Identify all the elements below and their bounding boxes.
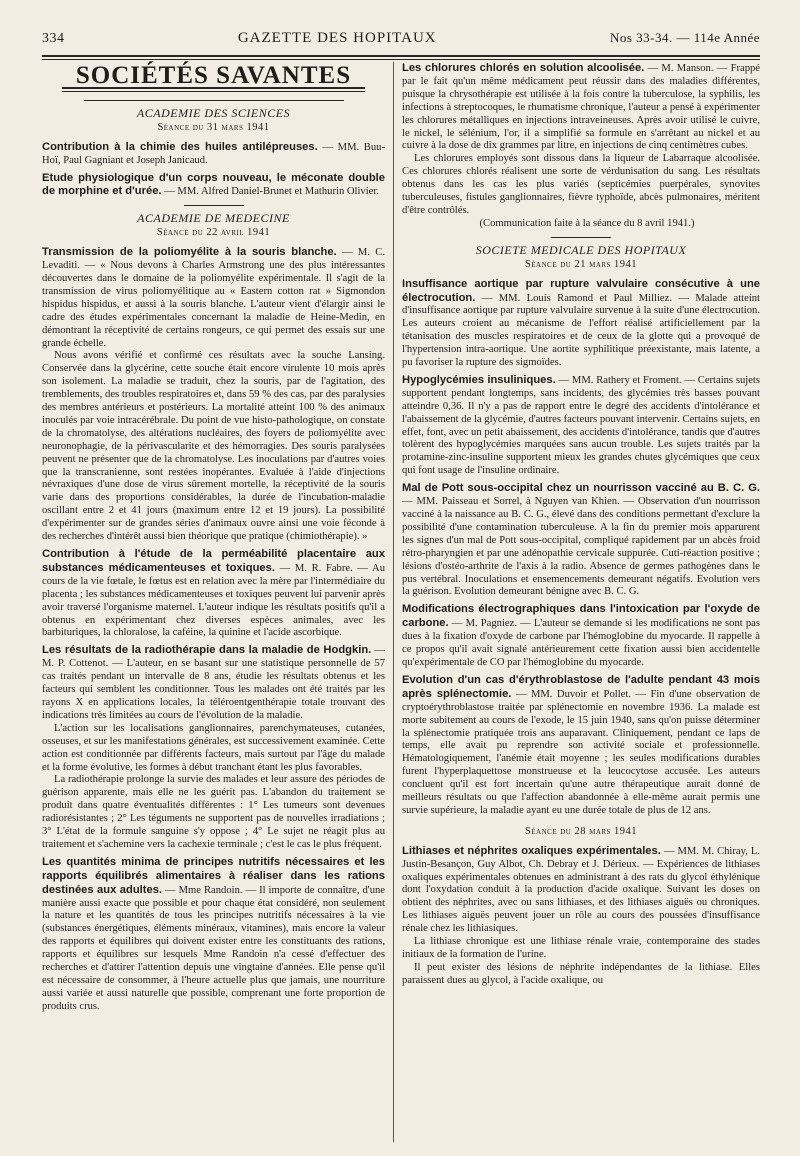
- article-paragraph: Il peut exister des lésions de néphrite indépendantes de la lithiase. Elles paraissent dues au glycol, à l'acide oxalique, ou: [402, 961, 760, 986]
- article-title: Modifications électrographiques dans l'intoxication par l'oxyde de carbone.: [402, 603, 760, 630]
- article-entry: [402, 845, 760, 988]
- article-entry: [402, 62, 760, 231]
- separator-rule: [184, 205, 244, 206]
- article-body: — MM. Alfred Daniel-Brunet et Mathurin Olivier.: [161, 186, 379, 198]
- article-title: Contribution à la chimie des huiles antilépreuses.: [42, 140, 318, 153]
- article-entry: [42, 246, 385, 544]
- separator-rule: [551, 237, 611, 238]
- seance-date: Séance du 31 mars 1941: [157, 121, 270, 133]
- page-number: 334: [42, 31, 65, 46]
- article-body: — Mme Randoin. — Il importe de connaître, d'une manière aussi exacte que possible et pour chaque état considéré, non seulement la nature et les quantités de tous les principes nutritifs nécessaires à la vie (substances énergétiques, éléments minéraux, vitamines), mais encore la valeur des rapports et équilibres qui doivent exister entre les constituants des rations, rapports et équilibres sur lesquels Mme Randoin n'a cessé d'effectuer des recherches et d'attirer l'attention depuis une vingtaine d'années. Elle pense qu'il est nécessaire de consommer, à l'heure actuelle plus que jamais, une nourriture aussi variée et aussi naturelle que possible, comprenant une forte proportion de produits crus.: [42, 884, 385, 1012]
- issue-label: Nos 33-34. — 114e Année: [609, 30, 760, 45]
- header-rule: [42, 55, 760, 60]
- article-body: — MM. M. Chiray, L. Justin-Besançon, Guy Albot, Ch. Debray et J. Dérieux. — Expériences de lithiases oxaliques expérimentales obtenues en administrant à des rats du glycol éthylénique dont l'oxydation conduit à la production d'acide oxalique. Suivant les doses on obtient des néphrites, avec ou sans lithiases, et des lithiases aiguës ou chroniques. Les lithiases aiguës peuvent jouer un rôle au cours des poussées d'insuffisance rénale chez les lithiasiques.: [402, 845, 760, 935]
- article-entry: [402, 603, 760, 670]
- article-entry: [42, 141, 385, 168]
- right-column: [402, 62, 760, 992]
- article-title: Insuffisance aortique par rupture valvulaire consécutive à une électrocution.: [402, 277, 760, 304]
- article-entry: [42, 548, 385, 640]
- article-note: (Communication faite à la séance du 8 avril 1941.): [479, 217, 695, 229]
- article-body: — M. R. Fabre. — Au cours de la vie fœtale, le fœtus est en relation avec la mère par l'intermédiaire du placenta ; les substances médicamenteuses et toxiques peuvent lui parvenir après avoir traversé l'organisme maternel. L'auteur indique les résultats positifs qu'il a obtenus en expérimentant chez diverses espèces animales, avec les barbituriques, la chloralose, la caféine, la quinine et l'acide ascorbique.: [42, 562, 385, 639]
- article-body: — M. P. Cottenot. — L'auteur, en se basant sur une statistique personnelle de 57 cas traités pendant un intervalle de 8 ans, étudie les résultats obtenus et les facteurs qui semblent les conditionner. Tous les malades ont été traités par les rayons X en applications locales, la téléroentgenthérapie totale trouvant des indications très limitées au cours de l'évolution de la maladie.: [42, 645, 385, 721]
- article-title: Les chlorures chlorés en solution alcoolisée.: [402, 62, 645, 74]
- article-entry: [42, 172, 385, 200]
- seance-date: Séance du 28 mars 1941: [524, 825, 638, 837]
- article-title: Hypoglycémies insuliniques.: [402, 373, 556, 386]
- article-title: Evolution d'un cas d'érythroblastose de l'adulte pendant 43 mois après splénectomie.: [402, 673, 760, 700]
- article-title: Contribution à l'étude de la perméabilité placentaire aux substances médicamenteuses et toxiques.: [42, 548, 385, 574]
- seance-date: Séance du 22 avril 1941: [156, 227, 271, 239]
- article-paragraph: La radiothérapie prolonge la survie des malades et leur assure des périodes de guérison apparente, mais elle ne les guérit pas. L'abandon du traitement se produit dans quatre éventualités différentes : 1° Les tumeurs sont devenues radiorésistantes ; 2° Les téguments ne supportent pas de nouvelles irradiations ; 3° L'état de la formule sanguine s'y oppose ; 4° Le sujet ne réagit plus au traitement et s'achemine vers la cachexie terminale ; c'est le cas le plus fréquent.: [42, 774, 385, 850]
- article-body: — M. Pagniez. — L'auteur se demande si les modifications ne sont pas dues à la fixation d'oxyde de carbone par l'hémoglobine du myocarde. Il rappelle à ce propos qu'il avait signalé antérieurement cette fixation aussi bien accidentelle qu'expérimentale de CO par l'hémoglobine du myocarde.: [402, 618, 760, 668]
- article-entry: [402, 674, 760, 818]
- article-body: — MM. Paisseau et Sorrel, à Nguyen van Khien. — Observation d'un nourrisson vacciné à la naissance au B. C. G., élevé dans des conditions permettant d'exclure la possibilité d'une contamination tuberculeuse. A la fin du premier mois apparurent les signes d'un mal de Pott sous-occipital, compliqué rapidement par un abcès froid rétro-pharyngien et par une adénopathie cervicale suppurée. Cuti-réaction positive ; lésions d'ostéo-arthrite de l'axis à la radio. Absence de germes pathogènes dans le pus vertébral. Inoculations et ensemencements demeurant négatifs. Evolution vers la guérison. Evolution demeurant bénigne avec B. C. G.: [402, 496, 760, 598]
- article-body: — M. C. Levaditi. — « Nous devons à Charles Armstrong une des plus intéressantes découvertes dans le domaine de la poliomyélite expérimentale. Il s'agit de la transmission de virus poliomyélitique au « Eastern cotton rat » Sigmondon hispidus hispidus, et aussi à la souris blanche. L'auteur vient d'élargir ainsi le cadre des études expérimentales concernant la maladie de Heine-Medin, en démontrant la réceptivité de certains rongeurs, ce qui permet des essais sur une grande échelle.: [42, 247, 385, 349]
- article-title: Mal de Pott sous-occipital chez un nourrisson vacciné au B. C. G.: [402, 482, 760, 495]
- article-entry: [402, 374, 760, 478]
- article-paragraph: La lithiase chronique est une lithiase rénale vraie, contemporaine des stades initiaux de la formation de l'urine.: [402, 936, 760, 960]
- article-body: — M. Manson. — Frappé par le fait qu'un même médicament peut réussir dans des maladies différentes, puisque la chrysothérapie est utilisée à la fois contre la tuberculose, la syphilis, les infections à streptocoques, le rhumatisme chronique, l'auteur a pensé à expérimenter les chlorures métalliques en injections intraveineuses. Après avoir utilisé le cuivre, le nickel, le sélénium, l'or, il a simplifié sa formule en s'arrêtant au nickel et au cuivre à la dose de dix grammes par litre, en injections de cinq centimètres cubes.: [402, 63, 760, 152]
- academy-sciences-heading: ACADEMIE DES SCIENCES: [136, 105, 291, 120]
- article-body: — MM. Rathery et Froment. — Certains sujets supportent pendant longtemps, sans incidents, des glycémies très basses pouvant atteindre 0,36. Il n'y a pas de rapport entre le degré des accidents d'intolérance et l'abaissement de la glycémie, d'autres facteurs pouvant intervenir. Certains sujets, en effet, font, avec un petit abaissement, des accidents d'intolérance, tandis que d'autres tolèrent des hypoglycémies marquées sans aucun trouble. Les sujets traités par la protamine-zinc-insuline supportent mieux les grandes chutes glycémiques que ceux qui font usage de l'insuline ordinaire.: [402, 374, 760, 477]
- article-title: Lithiases et néphrites oxaliques expérimentales.: [402, 844, 661, 857]
- journal-title: GAZETTE DES HOPITAUX: [237, 30, 437, 46]
- running-header: [42, 30, 760, 54]
- article-body: — MM. Buu-Hoï, Paul Gagniant et Joseph Janicaud.: [42, 141, 385, 166]
- article-title: Etude physiologique d'un corps nouveau, le méconate double de morphine et d'urée.: [42, 171, 385, 198]
- society-heading: SOCIETE MEDICALE DES HOPITAUX: [475, 242, 687, 257]
- article-paragraph: Les chlorures employés sont dissous dans la liqueur de Labarraque alcoolisée. Ces chlorures chlorés réalisent une sorte de vérdunisation du sang. Les résultats obtenus dans les cas les plus variés (septicémies puerpérales, synovites tuberculeuses, fistules ganglionnaires, fièvre typhoïde, abcès pulmonaires, méritent d'être contrôlés.: [402, 153, 760, 216]
- article-body: — MM. Duvoir et Pollet. — Fin d'une observation de cryptoérythroblastose traitée par splénectomie en novembre 1936. La malade est morte subitement au cours de l'exode, le 15 juin 1940, sans qu'on puisse déterminer la splénectomie pratiquée trois ans auparavant. Cliniquement, pendant ce laps de temps, elle avait pu reprendre son activité sociale et professionnelle. Hématologiquement, l'anémie était moyenne ; les seules modifications durables furent l'hyperplaquettose monstrueuse et la leucocytose accusée. Les auteurs concluent qu'il est fort incertain qu'une autre thérapeutique aurait donné de meilleurs résultats ou que l'affection abandonnée à elle-même aurait permis une survie supérieure, la maladie ayant eu une durée totale de plus de 12 ans.: [402, 688, 760, 816]
- article-entry: [42, 644, 385, 852]
- article-title: Transmission de la poliomyélite à la souris blanche.: [42, 246, 337, 259]
- article-body: — MM. Louis Ramond et Paul Milliez. — Malade atteint d'insuffisance aortique par rupture valvulaire survenue à la suite d'une électrocution. Les auteurs croient au mécanisme de l'effort réalisé artificiellement par la tétanisation des muscles respiratoires et de ceux de la glotte qui a provoqué de l'hypertension intra-aortique. Une aortite syphilitique préexistante, mais latente, a pu favoriser la rupture des sigmoïdes.: [402, 292, 760, 369]
- academy-rule: [84, 100, 344, 101]
- column-divider: [393, 62, 394, 1142]
- article-title: Les quantités minima de principes nutritifs nécessaires et les rapports équilibrés alimentaires à réaliser dans les rations destinées aux adultes.: [42, 855, 385, 896]
- article-entry: [402, 278, 760, 370]
- article-paragraph: Nous avons vérifié et confirmé ces résultats avec la souche Lansing. Conservée dans la glycérine, cette souche était encore virulente 10 mois après son isolement. La maladie se traduit, chez la souris, par de l'agitation, des tremblements, des troubles respiratoires et, dans 59 % des cas, par des paralysies des membres antérieurs et postérieurs. La mortalité atteint 100 % des animaux inoculés par voie intracérébrale. Du point de vue histo-pathologique, on constate de la chromatolyse, des altérations nucléaires, des foyers de poliomyélite avec neuronophagie, de la périvascularite et des hémorragies. Des souris paralysées peuvent ne présenter que de la chromatolyse. Les inoculations par d'autres voies que la transcranienne, sont restées inopérantes. Evaluée à l'aide d'injections névraxiques d'une dose de virus sûrement mortelle, la réceptivité de la souris varie dans des proportions considérables, la durée de l'incubation-maladie oscillant entre 2 et 41 jours (maximum entre 12 et 19 jours). La possibilité d'expérimenter sur de grandes séries d'animaux ouvre ainsi une voie féconde à des recherches d'intérêt aussi bien théorique que pratique (chimiothérapie). »: [42, 350, 385, 543]
- academy-medecine-heading: ACADEMIE DE MEDECINE: [137, 211, 290, 226]
- article-entry: [42, 856, 385, 1014]
- seance-date: Séance du 21 mars 1941: [524, 258, 638, 270]
- section-title: SOCIÉTÉS SAVANTES: [75, 62, 352, 89]
- article-title: Les résultats de la radiothérapie dans la maladie de Hodgkin.: [42, 644, 372, 657]
- left-column: [42, 62, 385, 1018]
- article-entry: [402, 482, 760, 599]
- article-paragraph: L'action sur les localisations ganglionnaires, parenchymateuses, cutanées, osseuses, et sur les manifestations générales, est successivement examinée. Cette action est conditionnée par différents facteurs, mais surtout par l'âge du malade et la forme évolutive, les formes à début tranchant étant les plus favorables.: [42, 722, 386, 773]
